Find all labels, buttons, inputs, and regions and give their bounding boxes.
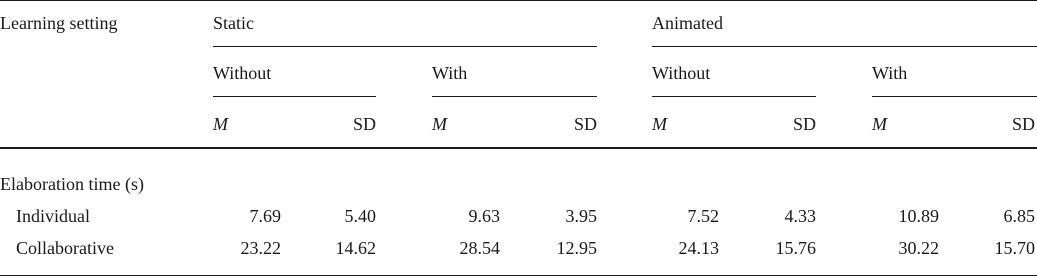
table-cell: 6.85 xyxy=(1003,206,1035,226)
stat-header-sd: SD xyxy=(1011,114,1035,134)
table-cell: 23.22 xyxy=(240,238,281,258)
group-header-animated: Animated xyxy=(652,13,723,33)
table-cell: 4.33 xyxy=(784,206,816,226)
table-cell: 14.62 xyxy=(335,238,376,258)
subgroup-header-static-without: Without xyxy=(213,63,272,83)
subgroup-header-animated-without: Without xyxy=(652,63,711,83)
table-cell: 15.70 xyxy=(994,238,1035,258)
subgroup-header-static-with: With xyxy=(432,63,468,83)
table-cell: 10.89 xyxy=(898,206,939,226)
table-cell: 24.13 xyxy=(678,238,719,258)
animated-without-rule xyxy=(652,96,816,97)
table-cell: 28.54 xyxy=(459,238,500,258)
table-cell: 9.63 xyxy=(468,206,500,226)
stat-header-mean: M xyxy=(872,114,887,134)
animated-group-rule xyxy=(652,46,1037,47)
table-cell: 15.76 xyxy=(775,238,816,258)
row-label-individual: Individual xyxy=(16,206,90,226)
stat-header-mean: M xyxy=(432,114,447,134)
table-cell: 30.22 xyxy=(898,238,939,258)
static-without-rule xyxy=(213,96,376,97)
static-group-rule xyxy=(213,46,597,47)
header-bottom-rule xyxy=(0,147,1037,149)
stat-header-mean: M xyxy=(652,114,667,134)
bottom-rule xyxy=(0,275,1037,276)
group-header-static: Static xyxy=(213,13,254,33)
row-label-collaborative: Collaborative xyxy=(16,238,114,258)
subgroup-header-animated-with: With xyxy=(872,63,908,83)
table-cell: 3.95 xyxy=(565,206,597,226)
stat-header-mean: M xyxy=(213,114,228,134)
animated-with-rule xyxy=(872,96,1037,97)
stat-header-sd: SD xyxy=(352,114,376,134)
section-label: Elaboration time (s) xyxy=(0,174,144,194)
table-cell: 5.40 xyxy=(344,206,376,226)
table-cell: 7.52 xyxy=(687,206,719,226)
table-cell: 12.95 xyxy=(556,238,597,258)
table-cell: 7.69 xyxy=(249,206,281,226)
top-rule xyxy=(0,0,1037,1)
stub-header: Learning setting xyxy=(0,13,118,33)
static-with-rule xyxy=(432,96,597,97)
stat-header-sd: SD xyxy=(792,114,816,134)
stat-header-sd: SD xyxy=(573,114,597,134)
